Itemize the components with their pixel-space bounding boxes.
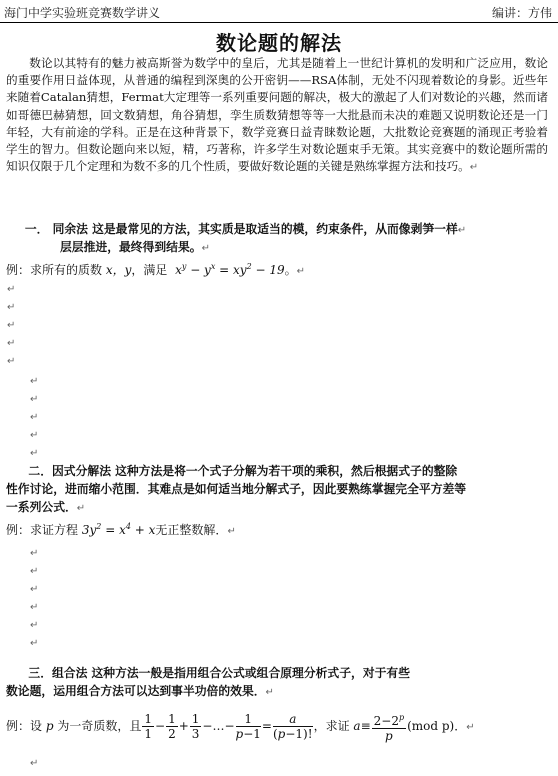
paragraph-mark: ↵: [30, 584, 39, 595]
paragraph-mark: ↵: [76, 503, 86, 514]
paragraph-mark: ↵: [7, 320, 16, 331]
paragraph-mark: ↵: [457, 225, 467, 236]
paragraph-mark: ↵: [7, 302, 16, 313]
section-2-heading-line1: 二．因式分解法 这种方法是将一个式子分解为若干项的乘积，然后根据式子的整除: [28, 464, 458, 478]
paragraph-mark: ↵: [7, 356, 16, 367]
example-1-formula: $x^y - y^x = xy^2 - 19$: [171, 262, 285, 277]
section-1-heading-line2: 层层推进，最终得到结果。: [60, 240, 202, 254]
section-3-heading-line1: 三．组合法 这种方法一般是指用组合公式或组合原理分析式子，对于有些: [28, 666, 411, 680]
fraction-1-over-2: $\frac{1}{2}$: [168, 712, 176, 741]
example-3-var-p: p: [45, 719, 54, 733]
example-3-end: (mod p)．: [407, 719, 467, 733]
section-2-heading: [6, 462, 548, 480]
paragraph-mark: ↵: [30, 620, 39, 631]
section-3-heading-cont: [6, 682, 548, 702]
section-1-example: [6, 258, 554, 281]
paragraph-mark: ↵: [30, 376, 39, 387]
header-course-title: 海门中学实验班竞赛数学讲义: [4, 6, 161, 20]
section-2-example: [6, 518, 554, 541]
section-3-heading: [6, 664, 548, 682]
paragraph-mark: ↵: [30, 602, 39, 613]
example-1-end: 。: [284, 263, 297, 277]
section-1-heading-cont: [6, 238, 548, 258]
paragraph-mark: ↵: [7, 284, 16, 295]
paragraph-mark: ↵: [296, 266, 306, 277]
example-3-prefix: 例：设: [6, 719, 43, 733]
paragraph-mark: ↵: [265, 687, 274, 698]
fraction-1-over-3: $\frac{1}{3}$: [191, 712, 200, 741]
section-2-heading-line2: 性作讨论，进而缩小范围．其难点是如何适当地分解式子，因此要熟练掌握完全平方差等: [6, 482, 467, 496]
header-author: 编讲：方伟: [491, 6, 552, 20]
example-3-mid1: 为一奇质数，且: [57, 719, 142, 733]
fraction-1-over-p-1: $\frac{1}{p-1}$: [235, 712, 261, 741]
paragraph-mark: ↵: [7, 338, 16, 349]
section-3-example: 例：设 p 为一奇质数，且 $\frac{1}{1}$ − $\frac{1}{2}$ + $\frac{1}{3}$ −…− $\frac{1}{p-1}$ = $\frac{a}{(p-1)!}$ ，求证 a≡ $\frac{2-2^p}{p}$ (mod p)．↵: [6, 712, 475, 743]
paragraph-mark: ↵: [30, 548, 39, 559]
paragraph-mark: ↵: [201, 243, 210, 254]
paragraph-mark: ↵: [227, 526, 236, 537]
example-1-prefix: 例：求所有的质数: [6, 263, 103, 277]
section-2-heading-cont2: [6, 498, 548, 518]
example-1-vars: x，y: [105, 263, 132, 277]
example-3-claim: a: [353, 719, 361, 733]
paragraph-mark: ↵: [30, 758, 39, 769]
fraction-a-over-factorial: $\frac{a}{(p-1)!}$: [272, 712, 313, 741]
example-2-end: 无正整数解．: [155, 523, 228, 537]
paragraph-mark: ↵: [30, 394, 39, 405]
paragraph-mark: ↵: [30, 638, 39, 649]
section-3-heading-line2: 数论题，运用组合方法可以达到事半功倍的效果．: [6, 684, 266, 698]
intro-text: 数论以其特有的魅力被高斯誉为数学中的皇后，尤其是随着上一世纪计算机的发明和广泛应用，数论的重要作用日益体现，从普通的编程到深奥的公开密钥——RSA体制，无处不闪现着数论的身影。近些年来随着Catalan猜想，Fermat大定理等一系列重要问题的解决，极大的激起了人们对数论的兴趣，然而诸如哥德巴赫猜想，回文数猜想，角谷猜想，孪生质数猜想等等一大批悬而未决的难题又说明数论还是一门年轻，大有前途的学科。正是在这种背景下，数学竞赛日益青睐数论题，大批数论竞赛题的涌现正考验着学生的智力。但数论题向来以短，精，巧著称，许多学生对数论题束手无策。其实竞赛中的数论题所需的知识仅限于几个定理和为数不多的几个性质，要做好数论题的关键是熟练掌握方法和技巧。: [6, 56, 548, 174]
fraction-1-over-1: $\frac{1}{1}$: [144, 712, 153, 741]
section-2-heading-line3: 一系列公式．: [6, 500, 77, 514]
paragraph-mark: ↵: [30, 566, 39, 577]
example-1-mid: ，满足: [131, 263, 168, 277]
section-1-heading: [6, 220, 548, 240]
fraction-2-minus-2p-over-p: $\frac{2-2^p}{p}$: [373, 712, 405, 743]
paragraph-mark: ↵: [30, 448, 39, 459]
paragraph-mark: ↵: [30, 430, 39, 441]
paragraph-mark: ↵: [466, 722, 475, 733]
page-header: [0, 0, 558, 23]
example-2-prefix: 例：求证方程: [6, 523, 79, 537]
document-title: 数论题的解法: [216, 31, 342, 55]
paragraph-mark: ↵: [30, 412, 39, 423]
section-1-heading-line1: 一． 同余法 这是最常见的方法，其实质是取适当的模，约束条件，从而像剥笋一样: [24, 222, 458, 236]
intro-paragraph: [6, 55, 548, 176]
paragraph-mark: ↵: [469, 162, 479, 174]
section-2-heading-cont: [6, 480, 548, 498]
example-2-formula: $3y^2 = x^4 + x$: [81, 522, 156, 537]
example-3-mid2: ，求证: [313, 719, 350, 733]
